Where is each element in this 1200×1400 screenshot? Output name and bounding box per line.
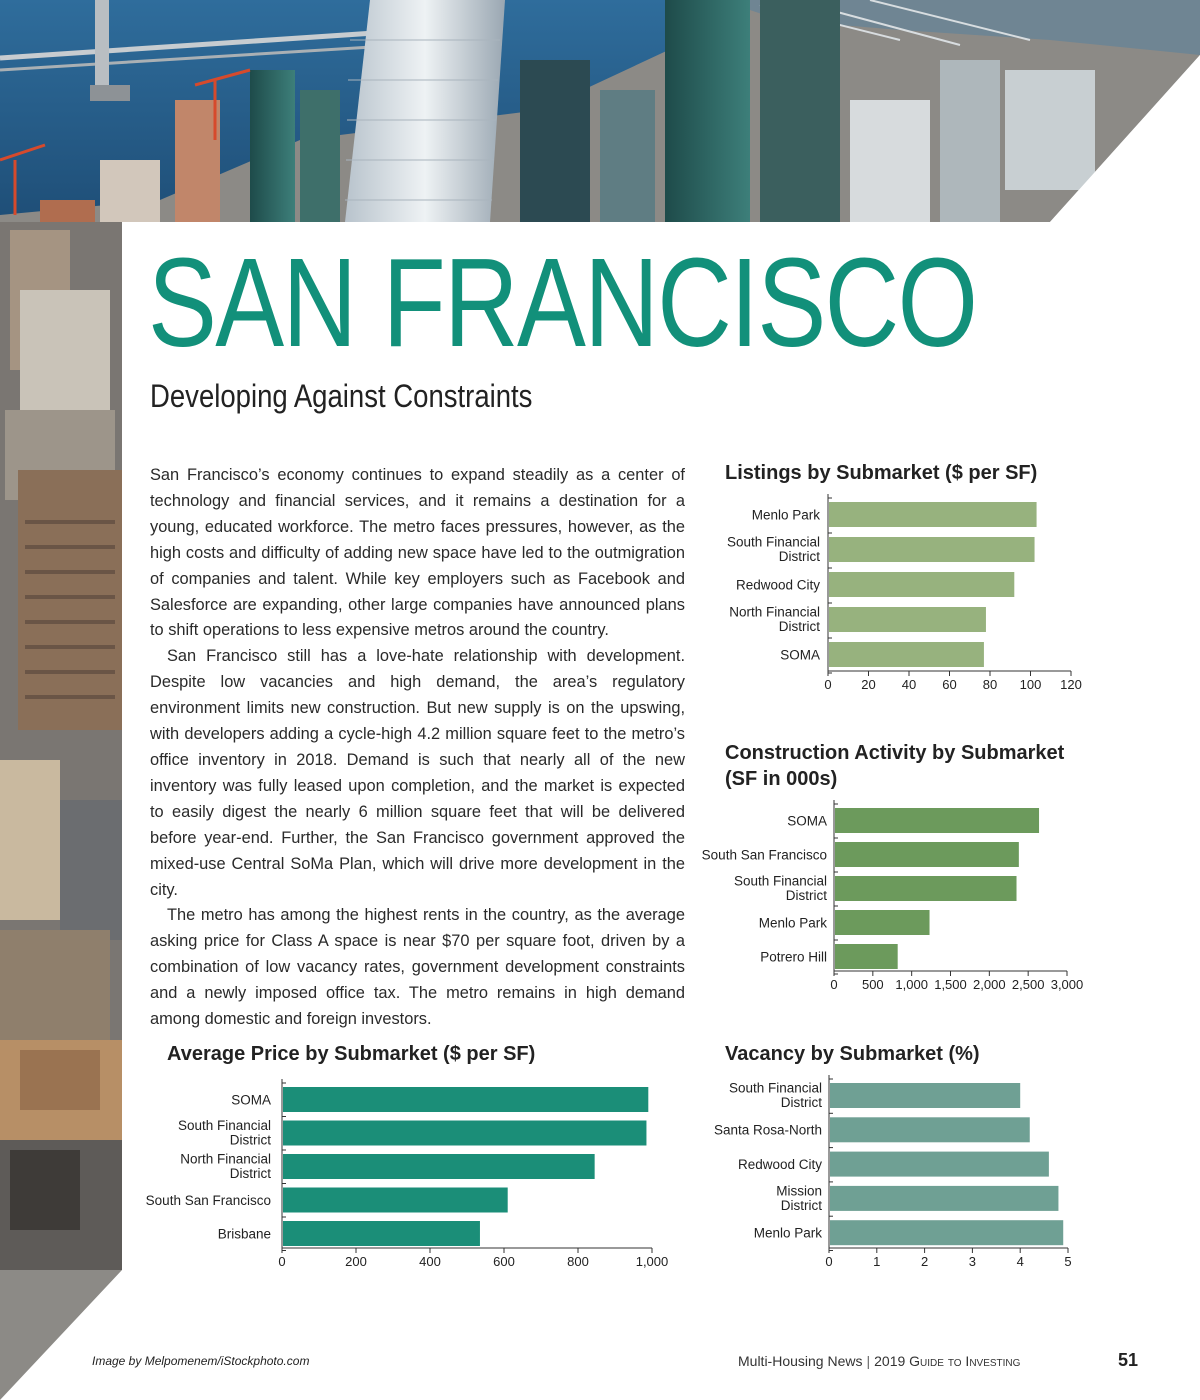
chart-title-construction bbox=[725, 740, 1065, 792]
category-label: South San Francisco bbox=[145, 1192, 271, 1208]
category-label: South Financial District bbox=[177, 1118, 271, 1148]
page-title: SAN FRANCISCO bbox=[148, 232, 977, 373]
guide-name: 2019 Guide to Investing bbox=[874, 1353, 1021, 1369]
category-label: South Financial District bbox=[728, 1080, 822, 1111]
x-tick-label: 2,000 bbox=[973, 977, 1006, 992]
x-tick-label: 1,000 bbox=[635, 1254, 669, 1269]
category-label: SOMA bbox=[780, 647, 820, 663]
chart-title-vacancy: Vacancy by Submarket (%) bbox=[725, 1043, 980, 1065]
x-tick-label: 0 bbox=[824, 677, 832, 692]
x-tick-label: 20 bbox=[861, 677, 876, 692]
x-tick-label: 3,000 bbox=[1050, 977, 1084, 992]
x-tick-label: 0 bbox=[830, 977, 838, 992]
chart-title-avg-price: Average Price by Submarket ($ per SF) bbox=[167, 1043, 536, 1065]
category-label: Brisbane bbox=[217, 1226, 271, 1242]
category-label: Menlo Park bbox=[751, 507, 820, 523]
x-tick-label: 0 bbox=[825, 1254, 833, 1269]
category-label: South San Francisco bbox=[701, 847, 827, 863]
x-tick-label: 500 bbox=[861, 977, 884, 992]
x-tick-label: 120 bbox=[1060, 677, 1082, 692]
x-tick-label: 1,500 bbox=[934, 977, 967, 992]
x-tick-label: 0 bbox=[278, 1254, 286, 1269]
x-tick-label: 1,000 bbox=[895, 977, 928, 992]
x-tick-label: 80 bbox=[982, 677, 998, 692]
category-label: South Financial District bbox=[733, 873, 827, 904]
x-tick-label: 1 bbox=[873, 1254, 881, 1269]
chart-title-construction-text: Construction Activity by Submarket (SF in 000s) bbox=[725, 742, 1065, 790]
article-paragraph: San Francisco still has a love-hate relationship with development. Despite low vacancies and high demand, the area’s regulatory environment limits new construction. But new supply is on the upswing, with developers adding a cycle-high 4.2 million square feet to the metro’s office inventory in 2018. Demand is such that nearly all of the new inventory was fully leased upon completion, and the market is expected to easily digest the nearly 6 million square feet that will be delivered before year-end. Further, the San Francisco government approved the mixed-use Central SoMa Plan, which will drive more development in the city. bbox=[150, 647, 685, 899]
x-tick-label: 2 bbox=[920, 1254, 929, 1269]
x-tick-label: 400 bbox=[419, 1254, 441, 1269]
category-label: Redwood City bbox=[737, 1156, 822, 1172]
x-tick-label: 4 bbox=[1016, 1254, 1024, 1269]
publication-name: Multi-Housing News bbox=[738, 1353, 863, 1369]
category-label: Mission District bbox=[776, 1183, 822, 1213]
category-label: North Financial District bbox=[180, 1151, 271, 1182]
x-tick-label: 60 bbox=[942, 677, 957, 692]
category-label: Santa Rosa-North bbox=[713, 1122, 822, 1138]
category-label: South Financial District bbox=[726, 534, 820, 565]
page-number: 51 bbox=[1118, 1350, 1139, 1370]
chart-title-listings: Listings by Submarket ($ per SF) bbox=[725, 462, 1038, 484]
x-tick-label: 2,500 bbox=[1011, 977, 1045, 992]
category-label: Menlo Park bbox=[758, 915, 827, 931]
category-label: Menlo Park bbox=[753, 1225, 822, 1241]
page-subtitle: Developing Against Constraints bbox=[150, 378, 533, 414]
category-label: Redwood City bbox=[735, 577, 820, 593]
x-tick-label: 40 bbox=[901, 677, 917, 692]
article-paragraph: The metro has among the highest rents in the country, as the average asking price for Class A space is near $70 per square foot, driven by a combination of low vacancy rates, government development constraints and a newly imposed office tax. The metro remains in high demand among domestic and foreign investors. bbox=[150, 906, 685, 1029]
x-tick-label: 800 bbox=[567, 1254, 589, 1269]
x-tick-label: 600 bbox=[493, 1254, 515, 1269]
article-paragraph: San Francisco’s economy continues to expand steadily as a center of technology and financial services, and it remains a destination for a young, educated workforce. The metro faces pressures, however, as the high costs and difficulty of adding new space have led to the outmigration of companies and talent. While key employers such as Facebook and Salesforce are expanding, other large companies have announced plans to shift operations to less expensive metros around the country. bbox=[150, 466, 685, 640]
x-tick-label: 3 bbox=[968, 1254, 977, 1269]
category-label: Potrero Hill bbox=[760, 949, 827, 965]
x-tick-label: 100 bbox=[1019, 677, 1042, 692]
publication-footer bbox=[738, 1353, 1020, 1369]
x-tick-label: 5 bbox=[1064, 1254, 1072, 1269]
category-label: SOMA bbox=[787, 813, 827, 829]
x-tick-label: 200 bbox=[345, 1254, 367, 1269]
photo-credit: Image by Melpomenem/iStockphoto.com bbox=[92, 1354, 310, 1368]
category-label: SOMA bbox=[231, 1092, 271, 1108]
footer-separator: | bbox=[866, 1353, 871, 1369]
article-body bbox=[150, 463, 685, 1033]
category-label: North Financial District bbox=[729, 604, 820, 635]
